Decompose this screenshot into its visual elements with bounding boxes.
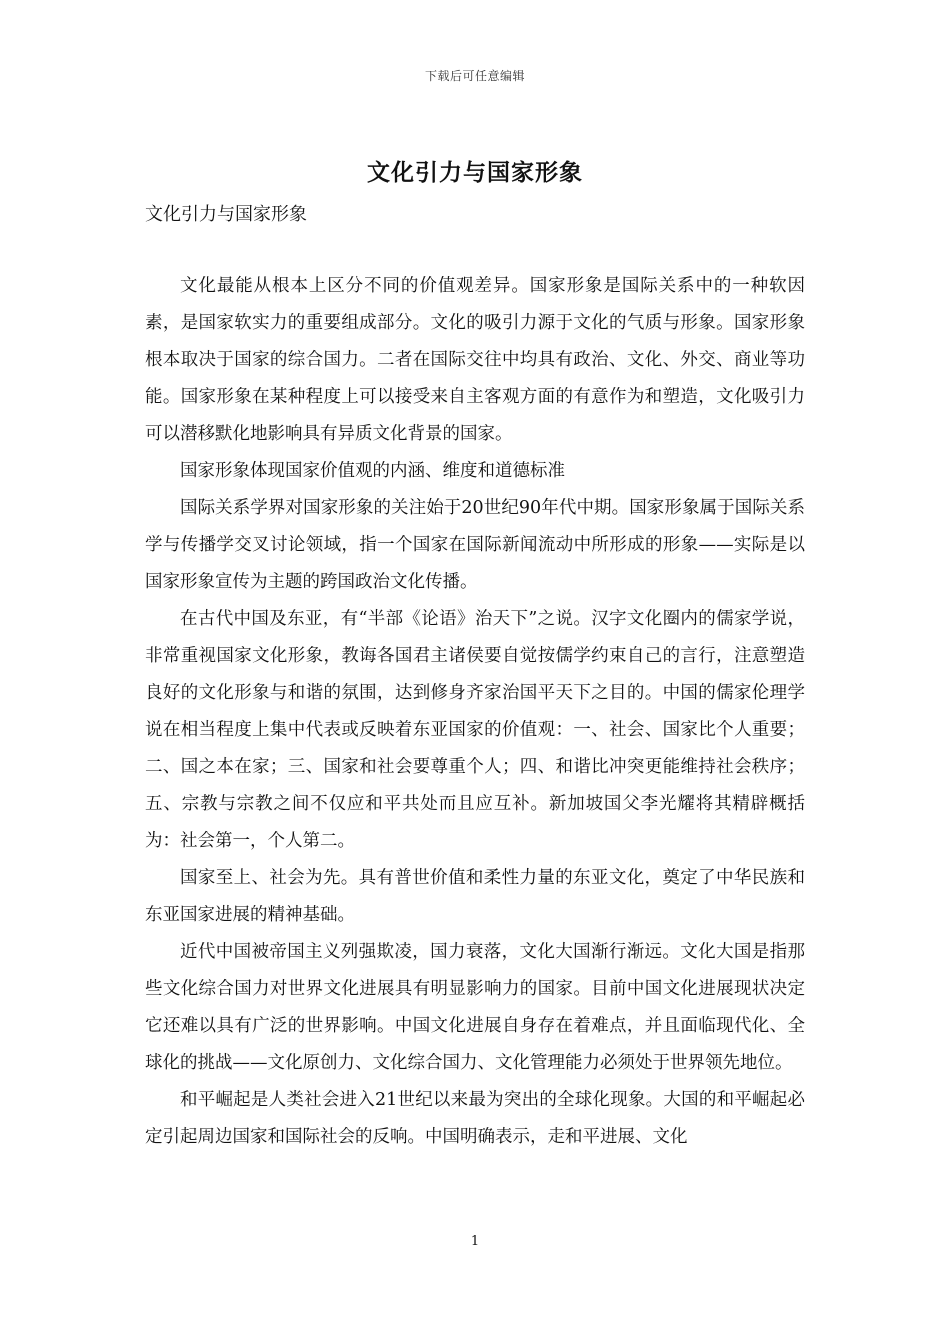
document-title: 文化引力与国家形象 — [367, 159, 583, 186]
paragraph: 国家形象体现国家价值观的内涵、维度和道德标准 — [180, 461, 565, 481]
paragraph: 文化最能从根本上区分不同的价值观差异。国家形象是国际关系中的一种软因素，是国家软实力的重要组成部分。文化的吸引力源于文化的气质与形象。国家形象根本取决于国家的综合国力。二者在国际交往中均具有政治、文化、外交、商业等功能。国家形象在某种程度上可以接受来自主客观方面的有意作为和塑造，文化吸引力可以潜移默化地影响具有异质文化背景的国家。 — [145, 276, 805, 444]
paragraph: 和平崛起是人类社会进入21世纪以来最为突出的全球化现象。大国的和平崛起必定引起周边国家和国际社会的反响。中国明确表示，走和平进展、文化 — [145, 1090, 805, 1147]
document-body — [145, 268, 805, 1156]
document-subtitle: 文化引力与国家形象 — [145, 204, 307, 225]
header-note: 下载后可任意编辑 — [424, 69, 525, 83]
paragraph: 国家至上、社会为先。具有普世价值和柔性力量的东亚文化，奠定了中华民族和东亚国家进展的精神基础。 — [145, 868, 805, 925]
paragraph: 在古代中国及东亚，有“半部《论语》治天下”之说。汉字文化圈内的儒家学说，非常重视国家文化形象，教诲各国君主诸侯要自觉按儒学约束自己的言行，注意塑造良好的文化形象与和谐的氛围，达到修身齐家治国平天下之目的。中国的儒家伦理学说在相当程度上集中代表或反映着东亚国家的价值观：一、社会、国家比个人重要；二、国之本在家；三、国家和社会要尊重个人；四、和谐比冲突更能维持社会秩序；五、宗教与宗教之间不仅应和平共处而且应互补。新加坡国父李光耀将其精辟概括为：社会第一，个人第二。 — [145, 609, 805, 851]
paragraph: 国际关系学界对国家形象的关注始于20世纪90年代中期。国家形象属于国际关系学与传播学交叉讨论领域，指一个国家在国际新闻流动中所形成的形象——实际是以国家形象宣传为主题的跨国政治文化传播。 — [145, 498, 805, 592]
paragraph: 近代中国被帝国主义列强欺凌，国力衰落，文化大国渐行渐远。文化大国是指那些文化综合国力对世界文化进展具有明显影响力的国家。目前中国文化进展现状决定它还难以具有广泛的世界影响。中国文化进展自身存在着难点，并且面临现代化、全球化的挑战——文化原创力、文化综合国力、文化管理能力必须处于世界领先地位。 — [145, 942, 805, 1073]
page-number: 1 — [470, 1234, 480, 1249]
